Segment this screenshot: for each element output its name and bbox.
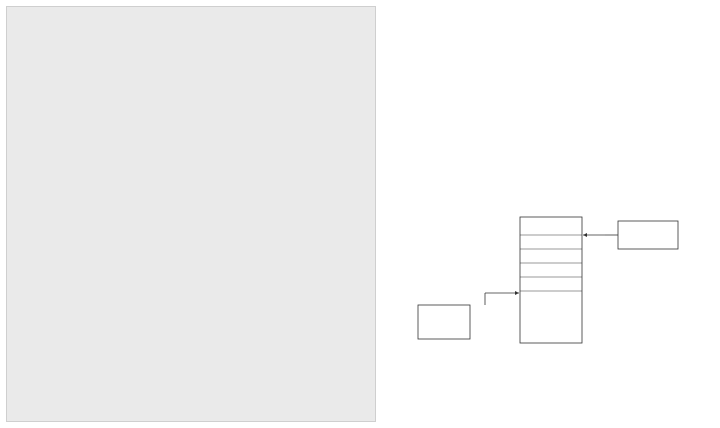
text-page [400,0,720,428]
queue-box [520,217,582,343]
other-note-box [418,305,470,339]
owner-note-box [618,221,678,249]
code-listing [6,6,376,422]
work-stealing-diagram [400,205,720,345]
